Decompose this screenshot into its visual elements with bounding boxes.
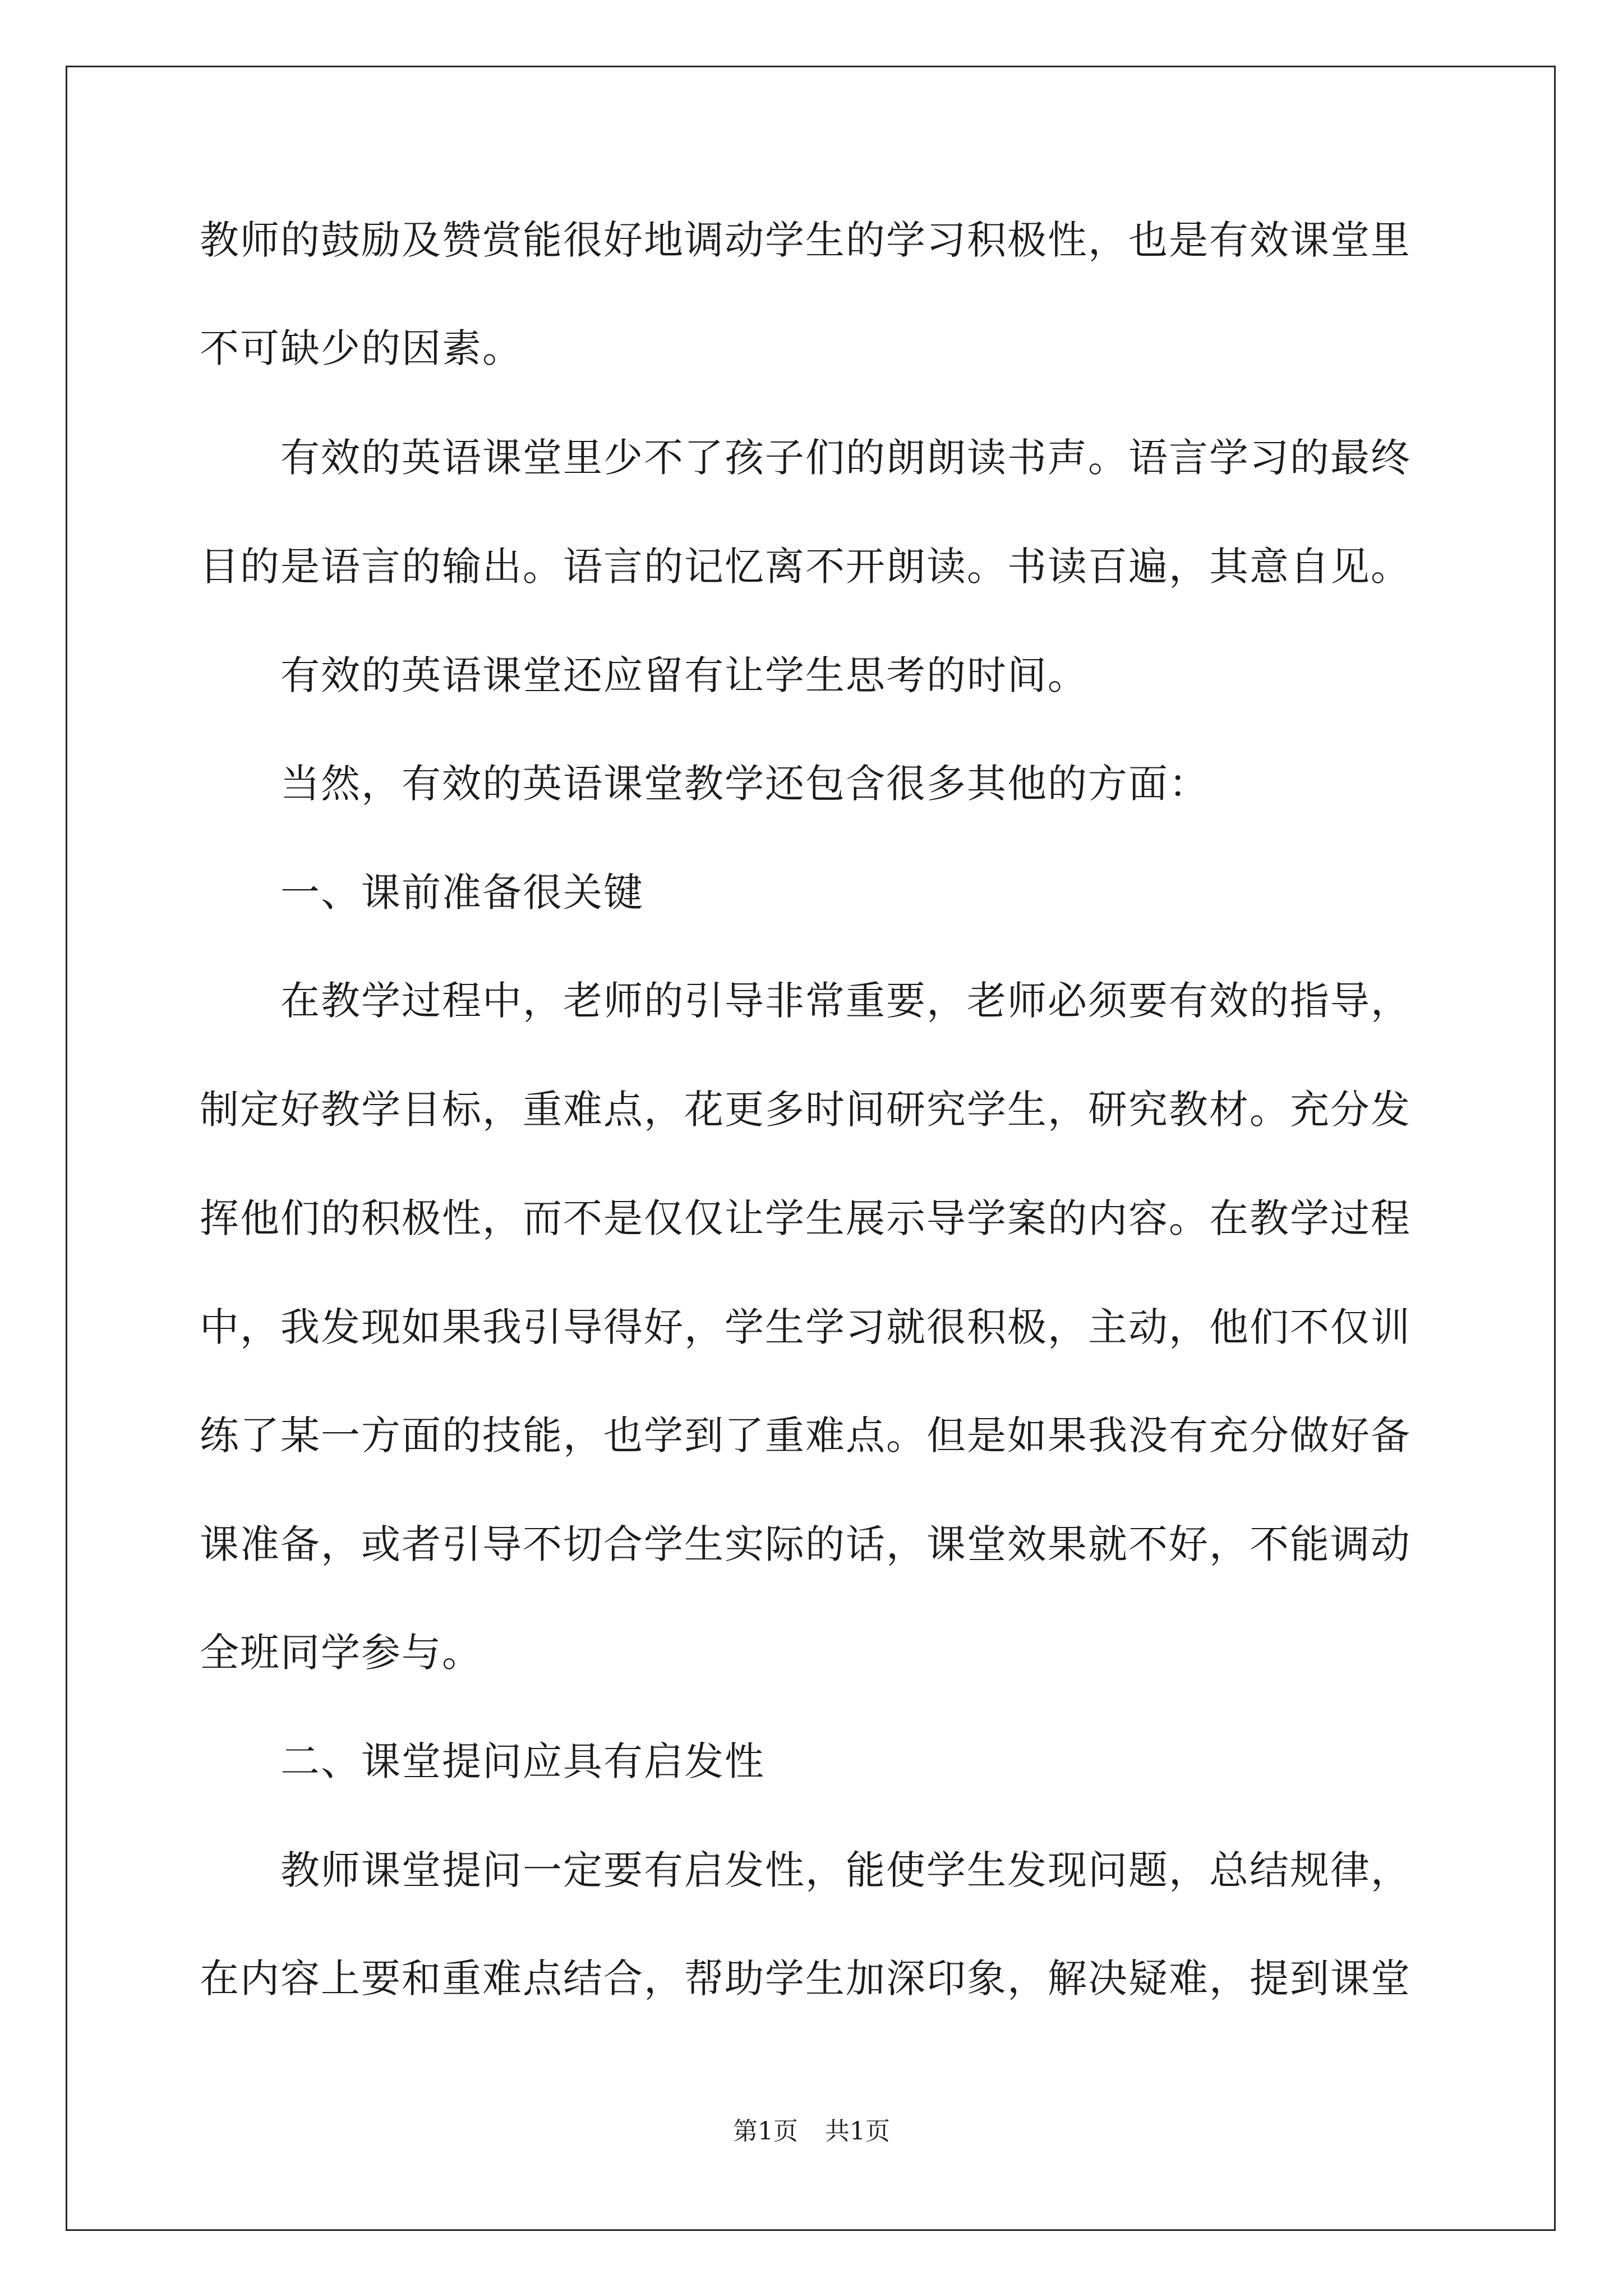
text-line: 练了某一方面的技能，也学到了重难点。但是如果我没有充分做好备 (200, 1412, 1411, 1458)
page-number: 第1页 (733, 2117, 798, 2146)
page-border (66, 66, 1556, 2231)
text-line: 挥他们的积极性，而不是仅仅让学生展示导学案的内容。在教学过程 (200, 1195, 1411, 1241)
text-line: 课准备，或者引导不切合学生实际的话，课堂效果就不好，不能调动 (200, 1521, 1411, 1567)
text-line: 目的是语言的输出。语言的记忆离不开朗读。书读百遍，其意自见。 (200, 544, 1411, 590)
section-heading: 一、课前准备很关键 (200, 869, 644, 915)
text-line: 中，我发现如果我引导得好，学生学习就很积极，主动，他们不仅训 (200, 1304, 1411, 1350)
text-line: 教师课堂提问一定要有启发性，能使学生发现问题，总结规律， (200, 1847, 1411, 1893)
text-line: 在内容上要和重难点结合，帮助学生加深印象，解决疑难，提到课堂 (200, 1955, 1411, 2001)
text-line: 有效的英语课堂里少不了孩子们的朗朗读书声。语言学习的最终 (200, 435, 1411, 481)
text-line: 制定好教学目标，重难点，花更多时间研究学生，研究教材。充分发 (200, 1087, 1411, 1133)
page-footer (0, 2115, 1623, 2148)
text-line: 有效的英语课堂还应留有让学生思考的时间。 (200, 652, 1088, 698)
section-heading: 二、课堂提问应具有启发性 (200, 1738, 765, 1784)
text-line: 教师的鼓励及赞赏能很好地调动学生的学习积极性，也是有效课堂里 (200, 217, 1411, 263)
text-line: 当然，有效的英语课堂教学还包含很多其他的方面： (200, 761, 1209, 807)
text-line: 全班同学参与。 (200, 1630, 482, 1676)
text-line: 在教学过程中，老师的引导非常重要，老师必须要有效的指导， (200, 978, 1411, 1024)
text-line: 不可缺少的因素。 (200, 325, 523, 371)
page-total: 共1页 (825, 2117, 890, 2146)
